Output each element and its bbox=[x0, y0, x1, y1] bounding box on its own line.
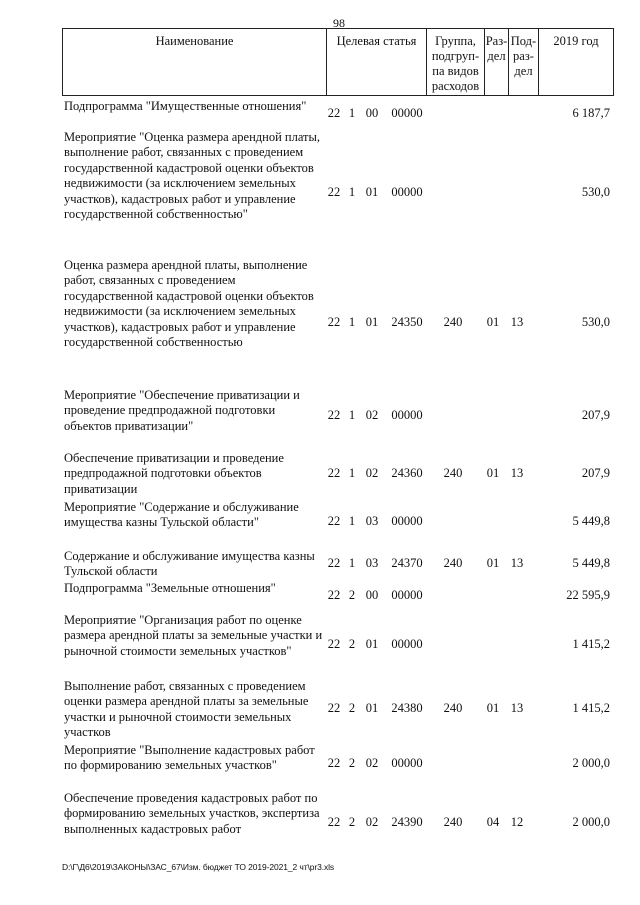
code-subprogram: 2 bbox=[348, 756, 356, 770]
code-subprogram: 1 bbox=[348, 556, 356, 570]
section-code: 01 bbox=[486, 466, 500, 480]
section-code: 04 bbox=[486, 815, 500, 829]
code-activity: 01 bbox=[365, 315, 379, 329]
code-direction: 00000 bbox=[391, 185, 423, 199]
footer-path: D:\Г\Д6\2019\ЗАКОНЫ\ЗАС_67\Изм. бюджет ТО 2019-2021_2 чт\pr3.xls bbox=[62, 862, 335, 872]
row-name: Мероприятие "Оценка размера арендной платы, выполнение работ, связанных с проведением государственной кадастровой оценки объектов недвижимости (за исключением земельных участков), кадастровых работ и управление государственной собственностью" bbox=[64, 130, 321, 222]
code-activity: 03 bbox=[365, 514, 379, 528]
header-group: Группа, подгруп- па видов расходов bbox=[426, 29, 484, 95]
code-subprogram: 1 bbox=[348, 106, 356, 120]
amount-2019: 1 415,2 bbox=[572, 701, 610, 715]
header-target: Целевая статья bbox=[326, 29, 426, 95]
code-program: 22 bbox=[327, 185, 341, 199]
subsection-code: 12 bbox=[510, 815, 524, 829]
row-name: Обеспечение проведения кадастровых работ по формированию земельных участков, экспертиза выполненных кадастровых работ bbox=[64, 791, 320, 836]
amount-2019: 22 595,9 bbox=[566, 588, 610, 602]
subsection-code: 13 bbox=[510, 556, 524, 570]
code-program: 22 bbox=[327, 756, 341, 770]
code-activity: 02 bbox=[365, 466, 379, 480]
code-program: 22 bbox=[327, 466, 341, 480]
code-program: 22 bbox=[327, 315, 341, 329]
code-direction: 24350 bbox=[391, 315, 423, 329]
amount-2019: 2 000,0 bbox=[572, 756, 610, 770]
code-direction: 24370 bbox=[391, 556, 423, 570]
subsection-code: 13 bbox=[510, 701, 524, 715]
code-activity: 02 bbox=[365, 756, 379, 770]
row-name: Оценка размера арендной платы, выполнение работ, связанных с проведением государственной кадастровой оценки объектов недвижимости (за исключением земельных участков), кадастровых работ и управление государственной собственностью bbox=[64, 258, 314, 350]
row-name: Мероприятие "Организация работ по оценке размера арендной платы за земельные участки и рыночной стоимости земельных участков" bbox=[64, 613, 323, 658]
code-program: 22 bbox=[327, 588, 341, 602]
amount-2019: 5 449,8 bbox=[572, 514, 610, 528]
amount-2019: 6 187,7 bbox=[572, 106, 610, 120]
code-subprogram: 2 bbox=[348, 637, 356, 651]
code-activity: 01 bbox=[365, 637, 379, 651]
expense-group: 240 bbox=[443, 466, 463, 480]
header-year: 2019 год bbox=[538, 29, 613, 95]
amount-2019: 1 415,2 bbox=[572, 637, 610, 651]
code-program: 22 bbox=[327, 701, 341, 715]
section-code: 01 bbox=[486, 556, 500, 570]
section-code: 01 bbox=[486, 315, 500, 329]
section-code: 01 bbox=[486, 701, 500, 715]
code-subprogram: 1 bbox=[348, 466, 356, 480]
code-subprogram: 1 bbox=[348, 408, 356, 422]
code-subprogram: 2 bbox=[348, 815, 356, 829]
code-activity: 00 bbox=[365, 588, 379, 602]
row-name: Мероприятие "Содержание и обслуживание имущества казны Тульской области" bbox=[64, 500, 299, 530]
code-program: 22 bbox=[327, 556, 341, 570]
amount-2019: 207,9 bbox=[581, 408, 610, 422]
code-direction: 00000 bbox=[391, 106, 423, 120]
code-program: 22 bbox=[327, 408, 341, 422]
code-program: 22 bbox=[327, 106, 341, 120]
row-name: Обеспечение приватизации и проведение предпродажной подготовки объектов приватизации bbox=[64, 451, 284, 496]
page-number: 98 bbox=[333, 16, 345, 30]
row-name: Мероприятие "Выполнение кадастровых работ по формированию земельных участков" bbox=[64, 743, 315, 773]
code-direction: 00000 bbox=[391, 514, 423, 528]
code-direction: 00000 bbox=[391, 588, 423, 602]
code-subprogram: 2 bbox=[348, 588, 356, 602]
expense-group: 240 bbox=[443, 315, 463, 329]
row-name: Мероприятие "Обеспечение приватизации и проведение предпродажной подготовки объектов приватизации" bbox=[64, 388, 300, 433]
code-direction: 00000 bbox=[391, 408, 423, 422]
amount-2019: 207,9 bbox=[581, 466, 610, 480]
code-direction: 00000 bbox=[391, 637, 423, 651]
header-name: Наименование bbox=[155, 34, 234, 48]
code-activity: 01 bbox=[365, 185, 379, 199]
row-name: Подпрограмма "Земельные отношения" bbox=[64, 581, 276, 595]
code-direction: 00000 bbox=[391, 756, 423, 770]
amount-2019: 530,0 bbox=[581, 315, 610, 329]
amount-2019: 530,0 bbox=[581, 185, 610, 199]
code-activity: 02 bbox=[365, 815, 379, 829]
row-name: Подпрограмма "Имущественные отношения" bbox=[64, 99, 307, 113]
code-program: 22 bbox=[327, 514, 341, 528]
row-name: Выполнение работ, связанных с проведением оценки размера арендной платы за земельные участки и рыночной стоимости земельных участков bbox=[64, 679, 309, 740]
header-subsection: Под- раз- дел bbox=[508, 29, 538, 95]
code-subprogram: 1 bbox=[348, 514, 356, 528]
code-activity: 03 bbox=[365, 556, 379, 570]
amount-2019: 2 000,0 bbox=[572, 815, 610, 829]
expense-group: 240 bbox=[443, 556, 463, 570]
code-direction: 24360 bbox=[391, 466, 423, 480]
code-subprogram: 1 bbox=[348, 185, 356, 199]
code-activity: 00 bbox=[365, 106, 379, 120]
code-subprogram: 1 bbox=[348, 315, 356, 329]
code-activity: 02 bbox=[365, 408, 379, 422]
expense-group: 240 bbox=[443, 815, 463, 829]
row-name: Содержание и обслуживание имущества казны Тульской области bbox=[64, 549, 315, 579]
code-subprogram: 2 bbox=[348, 701, 356, 715]
header-section: Раз- дел bbox=[484, 29, 508, 95]
expense-group: 240 bbox=[443, 701, 463, 715]
code-program: 22 bbox=[327, 637, 341, 651]
subsection-code: 13 bbox=[510, 315, 524, 329]
subsection-code: 13 bbox=[510, 466, 524, 480]
code-activity: 01 bbox=[365, 701, 379, 715]
amount-2019: 5 449,8 bbox=[572, 556, 610, 570]
code-program: 22 bbox=[327, 815, 341, 829]
code-direction: 24380 bbox=[391, 701, 423, 715]
code-direction: 24390 bbox=[391, 815, 423, 829]
table-header bbox=[62, 28, 614, 96]
